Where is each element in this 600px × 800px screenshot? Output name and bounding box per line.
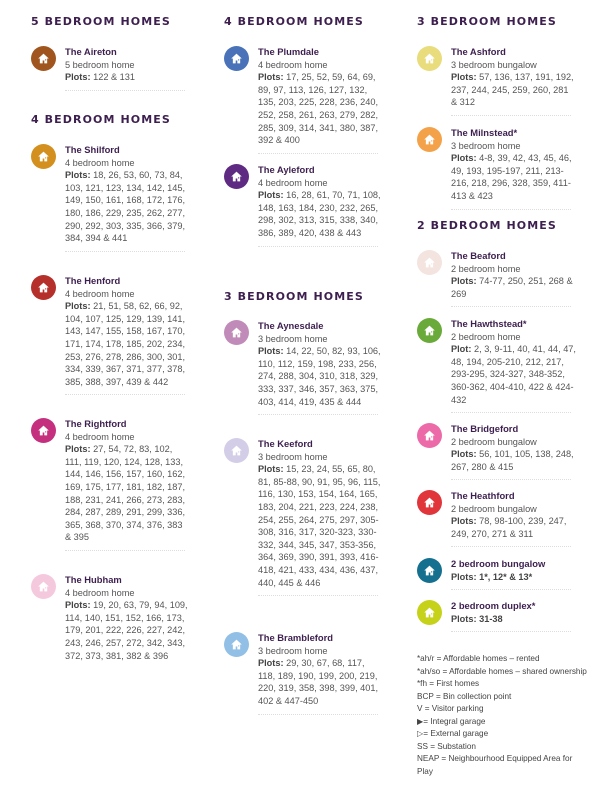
house-icon [31, 574, 56, 599]
section-title-3-bedroom: 3 BEDROOM HOMES [224, 290, 364, 303]
plots-list: 1*, 12* & 13* [479, 571, 533, 582]
plots-label: Plots: [65, 600, 91, 611]
divider [258, 153, 378, 154]
home-type: 4 bedroom home [65, 587, 135, 598]
home-type: 2 bedroom home [451, 331, 521, 342]
plots-list: 17, 25, 52, 59, 64, 69, 89, 97, 113, 126, 127, 132, 135, 203, 225, 228, 236, 240, 252, 258, 261, 263, 279, 282, 285, 309, 314, 341, 380, 387, 392 & 400 [258, 72, 379, 146]
house-icon [417, 558, 442, 583]
home-brambleford [224, 632, 384, 715]
plots-label: Plots: [65, 170, 91, 181]
plots-label: Plots: [451, 153, 477, 164]
divider [451, 115, 571, 116]
divider [451, 546, 571, 547]
plots-label: Plots: [258, 464, 284, 475]
house-icon [417, 127, 442, 152]
home-name: The Brambleford [258, 632, 334, 643]
home-rightford [31, 418, 191, 551]
house-icon [224, 164, 249, 189]
home-type: 4 bedroom home [258, 177, 328, 188]
legend-item-external-garage: ▷= External garage [417, 729, 489, 738]
plots-label: Plots: [451, 276, 477, 287]
house-icon [31, 144, 56, 169]
plots-label: Plots: [258, 658, 284, 669]
section-title-2-bedroom: 2 BEDROOM HOMES [417, 219, 557, 232]
divider [65, 550, 185, 551]
home-hawthstead [417, 318, 577, 413]
home-type: 3 bedroom bungalow [451, 59, 537, 70]
house-icon [31, 418, 56, 443]
plots-label: Plots: [451, 516, 477, 527]
home-ayleford [224, 164, 384, 247]
divider [451, 209, 571, 210]
home-type: 2 bedroom home [451, 263, 521, 274]
section-title-5-bedroom: 5 BEDROOM HOMES [31, 15, 171, 28]
house-icon [417, 423, 442, 448]
home-2-bedroom-bungalow [417, 558, 577, 590]
plots-label: Plots: [258, 72, 284, 83]
home-name: The Beaford [451, 250, 506, 261]
home-name: 2 bedroom duplex* [451, 600, 536, 611]
home-name: The Keeford [258, 438, 313, 449]
home-name: The Henford [65, 275, 121, 286]
house-icon [224, 320, 249, 345]
divider [451, 631, 571, 632]
divider [258, 595, 378, 596]
home-type: 2 bedroom bungalow [451, 503, 537, 514]
home-name: The Milnstead* [451, 127, 518, 138]
home-type: 3 bedroom home [258, 333, 328, 344]
plots-label: Plots: [451, 449, 477, 460]
house-icon [224, 632, 249, 657]
plots-list: 15, 23, 24, 55, 65, 80, 81, 85-88, 90, 91, 95, 96, 115, 116, 130, 153, 154, 164, 165, 183, 204, 221, 223, 224, 238, 254, 255, 264, 275, 297, 305-308, 316, 317, 320-323, 330-332, 344, 345, 347, 353-356, 364, 369, 390, 391, 393, 416-418, 421, 433, 434, 436, 437, 440, 445 & 446 [258, 464, 381, 588]
divider [451, 589, 571, 590]
home-type: 3 bedroom home [451, 140, 521, 151]
divider [65, 251, 185, 252]
plots-label: Plots: [451, 72, 477, 83]
divider [451, 306, 571, 307]
divider [258, 414, 378, 415]
legend-item-bcp: BCP = Bin collection point [417, 691, 512, 701]
legend-item-ahso: *ah/so = Affordable homes – shared ownership [417, 666, 587, 676]
divider [65, 394, 185, 395]
plots-label: Plots: [65, 444, 91, 455]
house-icon [417, 600, 442, 625]
home-name: The Shilford [65, 144, 120, 155]
home-name: The Hawthstead* [451, 318, 527, 329]
plots-label: Plots: [451, 571, 477, 582]
plots-list: 19, 20, 63, 79, 94, 109, 114, 140, 151, 152, 166, 173, 179, 201, 222, 226, 227, 242, 243, 246, 257, 272, 342, 343, 372, 373, 381, 382 & 396 [65, 600, 188, 661]
plots-list: 4-8, 39, 42, 43, 45, 46, 49, 193, 195-197, 211, 213-216, 218, 296, 328, 359, 411-413 & 423 [451, 153, 572, 201]
plots-list: 29, 30, 67, 68, 117, 118, 189, 190, 199, 200, 219, 220, 319, 358, 398, 399, 401, 402 & 447-450 [258, 658, 379, 706]
home-henford [31, 275, 191, 395]
house-icon [417, 250, 442, 275]
legend-item-integral-garage: ▶= Integral garage [417, 716, 486, 726]
home-ashford [417, 46, 577, 116]
plots-list: 31-38 [479, 613, 503, 624]
house-icon [417, 490, 442, 515]
plots-list: 14, 22, 50, 82, 93, 106, 110, 112, 159, 198, 233, 256, 274, 288, 304, 310, 318, 329, 333, 337, 346, 357, 363, 375, 403, 414, 419, 435 & 444 [258, 346, 381, 407]
plots-list: 18, 26, 53, 60, 73, 84, 103, 121, 123, 134, 142, 145, 149, 150, 161, 168, 172, 176, 180, 186, 229, 235, 262, 277, 290, 292, 303, 335, 366, 379, 384, 394 & 441 [65, 170, 186, 244]
plots-list: 56, 101, 105, 138, 248, 267, 280 & 415 [451, 449, 574, 472]
home-beaford [417, 250, 577, 307]
plots-label: Plots: [65, 72, 91, 83]
plots-label: Plots: [258, 346, 284, 357]
legend [417, 653, 587, 778]
divider [258, 714, 378, 715]
home-type: 4 bedroom home [258, 59, 328, 70]
legend-item-substation: SS = Substation [417, 741, 476, 751]
home-name: The Aireton [65, 46, 117, 57]
home-type: 3 bedroom home [258, 645, 328, 656]
home-hubham [31, 574, 191, 662]
plots-label: Plots: [258, 190, 284, 201]
plots-list: 57, 136, 137, 191, 192, 237, 244, 245, 259, 260, 281 & 312 [451, 72, 574, 108]
section-title-3-bedroom: 3 BEDROOM HOMES [417, 15, 557, 28]
home-type: 5 bedroom home [65, 59, 135, 70]
legend-item-visitor-parking: V = Visitor parking [417, 704, 484, 713]
home-name: 2 bedroom bungalow [451, 558, 546, 569]
section-title-4-bedroom: 4 BEDROOM HOMES [31, 113, 171, 126]
home-name: The Bridgeford [451, 423, 519, 434]
home-name: The Ashford [451, 46, 506, 57]
house-icon [224, 438, 249, 463]
divider [451, 479, 571, 480]
home-name: The Ayleford [258, 164, 315, 175]
house-icon [31, 46, 56, 71]
home-name: The Hubham [65, 574, 122, 585]
plots-label: Plots: [65, 301, 91, 312]
divider [65, 90, 185, 91]
divider [451, 412, 571, 413]
home-type: 4 bedroom home [65, 157, 135, 168]
plots-list: 16, 28, 61, 70, 71, 108, 148, 163, 184, 230, 232, 265, 298, 302, 313, 315, 338, 340, 386, 389, 420, 438 & 443 [258, 190, 381, 238]
plots-list: 78, 98-100, 239, 247, 249, 270, 271 & 311 [451, 516, 567, 539]
home-heathford [417, 490, 577, 547]
home-plumdale [224, 46, 384, 154]
home-shilford [31, 144, 191, 252]
house-icon [224, 46, 249, 71]
home-type: 3 bedroom home [258, 451, 328, 462]
plots-list: 2, 3, 9-11, 40, 41, 44, 47, 48, 194, 205-210, 212, 217, 293-295, 324-327, 348-352, 360-362, 404-410, 422 & 424-432 [451, 344, 576, 405]
home-name: The Heathford [451, 490, 515, 501]
home-type: 4 bedroom home [65, 288, 135, 299]
home-aireton [31, 46, 191, 91]
house-icon [417, 318, 442, 343]
plots-list: 74-77, 250, 251, 268 & 269 [451, 276, 573, 299]
home-name: The Aynesdale [258, 320, 324, 331]
home-type: 2 bedroom bungalow [451, 436, 537, 447]
plots-label: Plots: [451, 613, 477, 624]
home-bridgeford [417, 423, 577, 480]
home-type: 4 bedroom home [65, 431, 135, 442]
house-icon [417, 46, 442, 71]
section-title-4-bedroom: 4 BEDROOM HOMES [224, 15, 364, 28]
home-milnstead [417, 127, 577, 210]
legend-item-ahr: *ah/r = Affordable homes – rented [417, 654, 540, 663]
home-2-bedroom-duplex [417, 600, 577, 632]
home-name: The Plumdale [258, 46, 319, 57]
plots-list: 21, 51, 58, 62, 66, 92, 104, 107, 125, 129, 139, 141, 143, 147, 155, 158, 167, 170, 171, 174, 178, 185, 202, 234, 253, 276, 278, 286, 300, 301, 334, 339, 367, 371, 377, 378, 385, 388, 397, 439 & 442 [65, 301, 186, 387]
home-aynesdale [224, 320, 384, 415]
plots-list: 27, 54, 72, 83, 102, 111, 119, 120, 124, 128, 133, 144, 146, 156, 157, 160, 162, 169, 175, 177, 181, 182, 187, 188, 231, 241, 266, 273, 283, 284, 287, 289, 291, 299, 336, 365, 368, 370, 374, 376, 383 & 395 [65, 444, 186, 543]
legend-item-neap: NEAP = Neighbourhood Equipped Area for Play [417, 754, 573, 776]
plots-label: Plot: [451, 344, 472, 355]
house-icon [31, 275, 56, 300]
home-name: The Rightford [65, 418, 127, 429]
plots-list: 122 & 131 [93, 72, 135, 83]
home-keeford [224, 438, 384, 596]
divider [258, 246, 378, 247]
legend-item-fh: *fh = First homes [417, 679, 480, 688]
